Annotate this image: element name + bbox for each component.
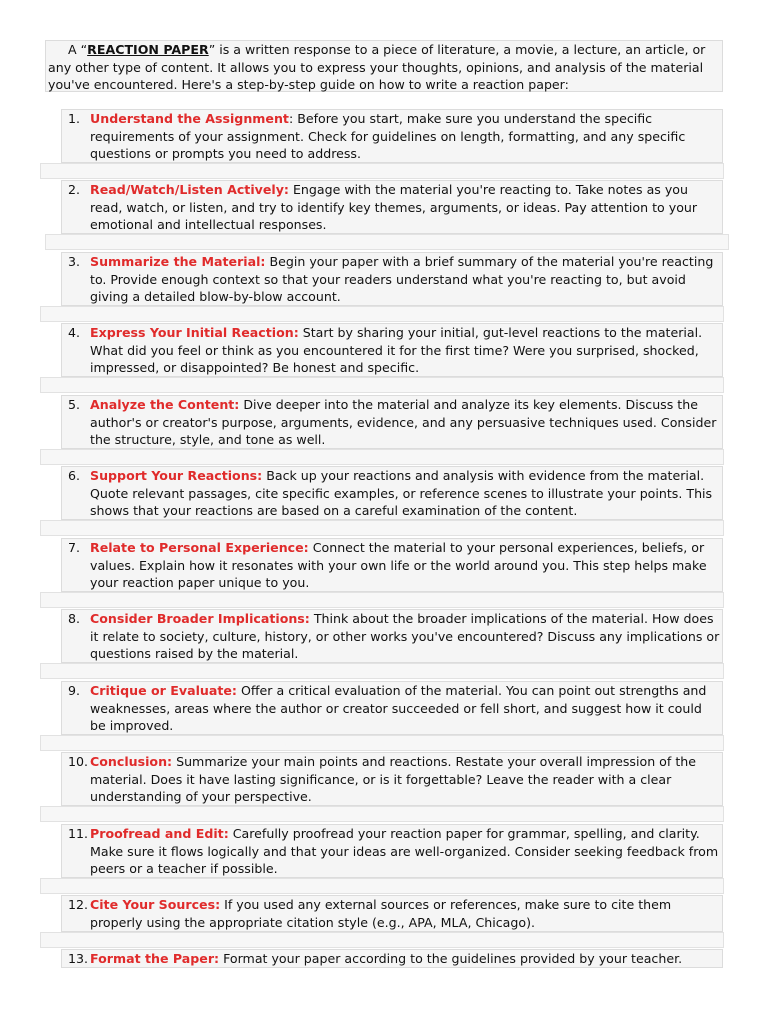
separator-strip <box>40 878 724 894</box>
intro-prefix: A “ <box>68 42 88 57</box>
step-item <box>61 609 723 663</box>
separator-strip <box>40 932 724 948</box>
step-heading-separator: : <box>288 111 294 126</box>
step-heading: Read/Watch/Listen Actively: <box>90 182 289 197</box>
step-heading: Proofread and Edit: <box>90 826 229 841</box>
step-number: 8. <box>68 611 81 626</box>
step-heading: Understand the Assignment <box>90 111 289 126</box>
step-heading: Critique or Evaluate: <box>90 683 237 698</box>
step-text: Begin your paper with a brief summary of the material you're reacting to. Provide enough context so that your readers understand what you're reacting to, but avoid giving a detailed blow-by-blow account. <box>90 254 714 305</box>
step-item <box>61 323 723 377</box>
step-item <box>61 252 723 306</box>
step-number: 13. <box>68 951 89 966</box>
step-item <box>61 895 723 932</box>
step-text: Carefully proofread your reaction paper for grammar, spelling, and clarity. Make sure it flows logically and that your ideas are well-organized. Consider seeking feedback from peers or a teacher if possible. <box>90 826 719 877</box>
step-number: 11. <box>68 826 89 841</box>
step-number: 9. <box>68 683 81 698</box>
separator-strip <box>45 234 729 250</box>
step-heading: Support Your Reactions: <box>90 468 263 483</box>
intro-suffix: ” is a written response to a piece of literature, a movie, a lecture, an article, or any other type of content. It allows you to express your thoughts, opinions, and analysis of the material you've encountered. Here's a step-by-step guide on how to write a reaction paper: <box>48 42 706 93</box>
separator-strip <box>40 306 724 322</box>
step-text: Back up your reactions and analysis with evidence from the material. Quote relevant passages, cite specific examples, or reference scenes to illustrate your points. This shows that your reactions are based on a careful examination of the content. <box>90 468 713 519</box>
step-item <box>61 466 723 520</box>
separator-strip <box>40 592 724 608</box>
step-item <box>61 538 723 592</box>
step-text: If you used any external sources or references, make sure to cite them properly using the appropriate citation style (e.g., APA, MLA, Chicago). <box>90 897 672 930</box>
step-text: Start by sharing your initial, gut-level reactions to the material. What did you feel or think as you encountered it for the first time? Were you surprised, shocked, impressed, or disappointed? Be honest and specific. <box>90 325 703 376</box>
step-text: Format your paper according to the guidelines provided by your teacher. <box>219 951 683 966</box>
step-heading: Analyze the Content: <box>90 397 240 412</box>
step-number: 2. <box>68 182 81 197</box>
step-item <box>61 681 723 735</box>
step-item <box>61 109 723 163</box>
step-item <box>61 824 723 878</box>
separator-strip <box>40 163 724 179</box>
step-heading: Format the Paper: <box>90 951 220 966</box>
step-text: Engage with the material you're reacting to. Take notes as you read, watch, or listen, and try to identify key themes, arguments, or ideas. Pay attention to your emotional and intellectual responses. <box>90 182 698 233</box>
step-text: Summarize your main points and reactions. Restate your overall impression of the material. Does it have lasting significance, or is it forgettable? Leave the reader with a clear understanding of your perspective. <box>90 754 696 805</box>
step-number: 1. <box>68 111 81 126</box>
step-text: Before you start, make sure you understand the specific requirements of your assignment. Check for guidelines on length, formatting, and any specific questions or prompts you need to address. <box>90 111 686 162</box>
step-heading: Conclusion: <box>90 754 173 769</box>
step-text: Connect the material to your personal experiences, beliefs, or values. Explain how it resonates with your own life or the world around you. This step helps make your reaction paper unique to you. <box>90 540 707 591</box>
separator-strip <box>40 806 724 822</box>
step-number: 12. <box>68 897 89 912</box>
intro-term: REACTION PAPER <box>87 42 209 57</box>
step-heading: Summarize the Material: <box>90 254 266 269</box>
step-number: 6. <box>68 468 81 483</box>
step-heading: Cite Your Sources: <box>90 897 221 912</box>
step-item <box>61 949 723 968</box>
step-number: 5. <box>68 397 81 412</box>
step-item <box>61 180 723 234</box>
separator-strip <box>40 377 724 393</box>
step-number: 3. <box>68 254 81 269</box>
intro-paragraph <box>45 40 723 92</box>
step-number: 10. <box>68 754 89 769</box>
step-item <box>61 752 723 806</box>
separator-strip <box>40 520 724 536</box>
step-text: Think about the broader implications of the material. How does it relate to society, culture, history, or other works you've encountered? Discuss any implications or questions raised by the material. <box>90 611 720 662</box>
step-heading: Consider Broader Implications: <box>90 611 310 626</box>
separator-strip <box>40 449 724 465</box>
step-text: Dive deeper into the material and analyze its key elements. Discuss the author's or creator's purpose, arguments, evidence, and any persuasive techniques used. Consider the structure, style, and tone as well. <box>90 397 717 448</box>
step-item <box>61 395 723 449</box>
step-heading: Express Your Initial Reaction: <box>90 325 299 340</box>
step-text: Offer a critical evaluation of the material. You can point out strengths and weaknesses, areas where the author or creator succeeded or fell short, and suggest how it could be improved. <box>90 683 707 734</box>
separator-strip <box>40 663 724 679</box>
step-heading: Relate to Personal Experience: <box>90 540 309 555</box>
step-number: 4. <box>68 325 81 340</box>
step-number: 7. <box>68 540 81 555</box>
separator-strip <box>40 735 724 751</box>
